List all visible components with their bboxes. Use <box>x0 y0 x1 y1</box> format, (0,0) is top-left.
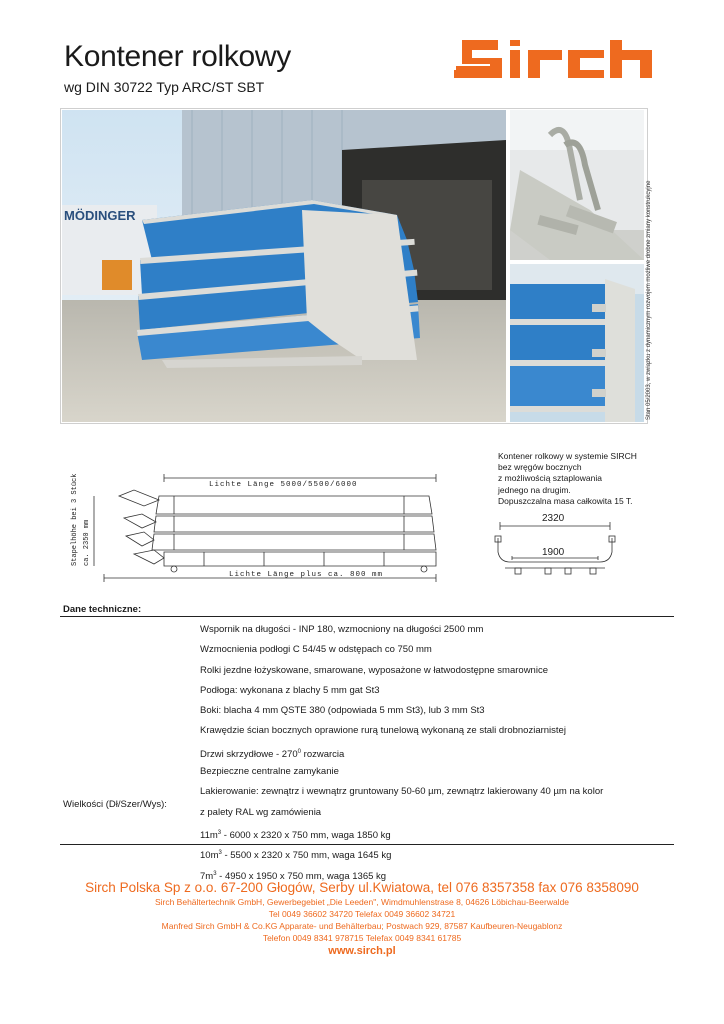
product-description <box>498 451 658 507</box>
spec-row: Wzmocnienia podłogi C 54/45 w odstępach co 750 mm <box>200 644 432 656</box>
document-subtitle: wg DIN 30722 Typ ARC/ST SBT <box>64 79 265 95</box>
divider <box>60 616 674 617</box>
spec-row: Krawędzie ścian bocznych oprawione rurą tunelową wykonaną ze stali drobnoziarnistej <box>200 725 566 737</box>
document-title: Kontener rolkowy <box>64 40 291 73</box>
spec-row: Boki: blacha 4 mm QSTE 380 (odpowiada 5 mm St3), lub 3 mm St3 <box>200 705 485 717</box>
spec-row: Bezpieczne centralne zamykanie <box>200 766 339 778</box>
divider <box>60 844 674 845</box>
footer-company-de-2: Manfred Sirch GmbH & Co.KG Apparate- und Behälterbau; Postwach 929, 87587 Kaufbeuren-Neugablonz <box>161 921 563 931</box>
front-view-drawing <box>490 512 618 578</box>
top-dimension-label: Lichte Länge 5000/5500/6000 <box>209 481 358 489</box>
description-line: z możliwością sztaplowania <box>498 473 602 484</box>
spec-row: Wspornik na długości - INP 180, wzmocniony na długości 2500 mm <box>200 624 484 635</box>
detail-photo-stack <box>510 264 644 422</box>
size-row: $10m^3 - 5500$ x 2320 x 750 mm, waga 1645 kg <box>200 850 392 862</box>
main-photo <box>62 110 506 422</box>
building-sign: MÖDINGER <box>64 208 136 223</box>
website-link[interactable]: www.sirch.pl <box>328 945 396 957</box>
spec-row: z palety RAL wg zamówienia <box>200 806 322 818</box>
footer-company-pl: Sirch Polska Sp z o.o. 67-200 Głogów, Serby ul.Kwiatowa, tel 076 8357358 fax 076 8358090 <box>85 880 639 895</box>
specs-heading: Dane techniczne: <box>63 604 142 615</box>
stack-height-label: Stapelhöhe bei 3 Stück <box>71 473 79 566</box>
revision-note: Stan 05/2003, w związku z dynamicznym rozwojem możliwe drobne zmiany konstrukcyjne <box>646 180 652 420</box>
detail-photo-hooks <box>510 110 644 260</box>
sizes-label: Wielkości (Dł/Szer/Wys): <box>63 799 167 810</box>
description-line: bez wręgów bocznych <box>498 462 582 473</box>
spec-row: Lakierowanie: zewnątrz i wewnątrz gruntowany 50-60 µm, zewnątrz lakierowany 40 µm na kolor <box>200 786 604 798</box>
front-width-label: 2320 <box>542 513 565 524</box>
description-line: Dopuszczalna masa całkowita 15 T. <box>498 495 633 506</box>
side-view-drawing <box>64 466 442 584</box>
spec-row: Podłoga: wykonana z blachy 5 mm gat St3 <box>200 684 380 696</box>
bottom-dimension-label: Lichte Länge plus ca. 800 mm <box>229 571 384 579</box>
size-row: $7m^3 - 4950$ x 1950 x 750 mm, waga 1365 kg <box>200 870 387 882</box>
stack-height-value: ca. 2350 mm <box>83 519 91 566</box>
footer-phone-de: Tel 0049 36602 34720 Telefax 0049 36602 34721 <box>268 909 456 919</box>
description-line: Kontener rolkowy w systemie SIRCH <box>498 451 637 461</box>
spec-row: Rolki jezdne łożyskowane, smarowane, wyposażone w łatwodostępne smarownice <box>200 664 548 676</box>
sirch-logo <box>454 36 654 80</box>
description-line: jednego na drugim. <box>498 484 571 495</box>
front-inner-label: 1900 <box>542 547 565 558</box>
footer-phone-de-2: Telefon 0049 8341 978715 Telefax 0049 8341 61785 <box>262 933 462 943</box>
spec-row-doors: Drzwi skrzydłowe - $270^0$ rozwarcia <box>200 748 345 760</box>
size-row: $11m^3 - 6000$ x 2320 x 750 mm, waga 1850 kg <box>200 829 391 842</box>
footer-company-de: Sirch Behältertechnik GmbH, Gewerbegebiet „Die Leeden", Wimdmuhlenstrase 8, 04626 Löbichau-Beerwalde <box>154 897 570 907</box>
